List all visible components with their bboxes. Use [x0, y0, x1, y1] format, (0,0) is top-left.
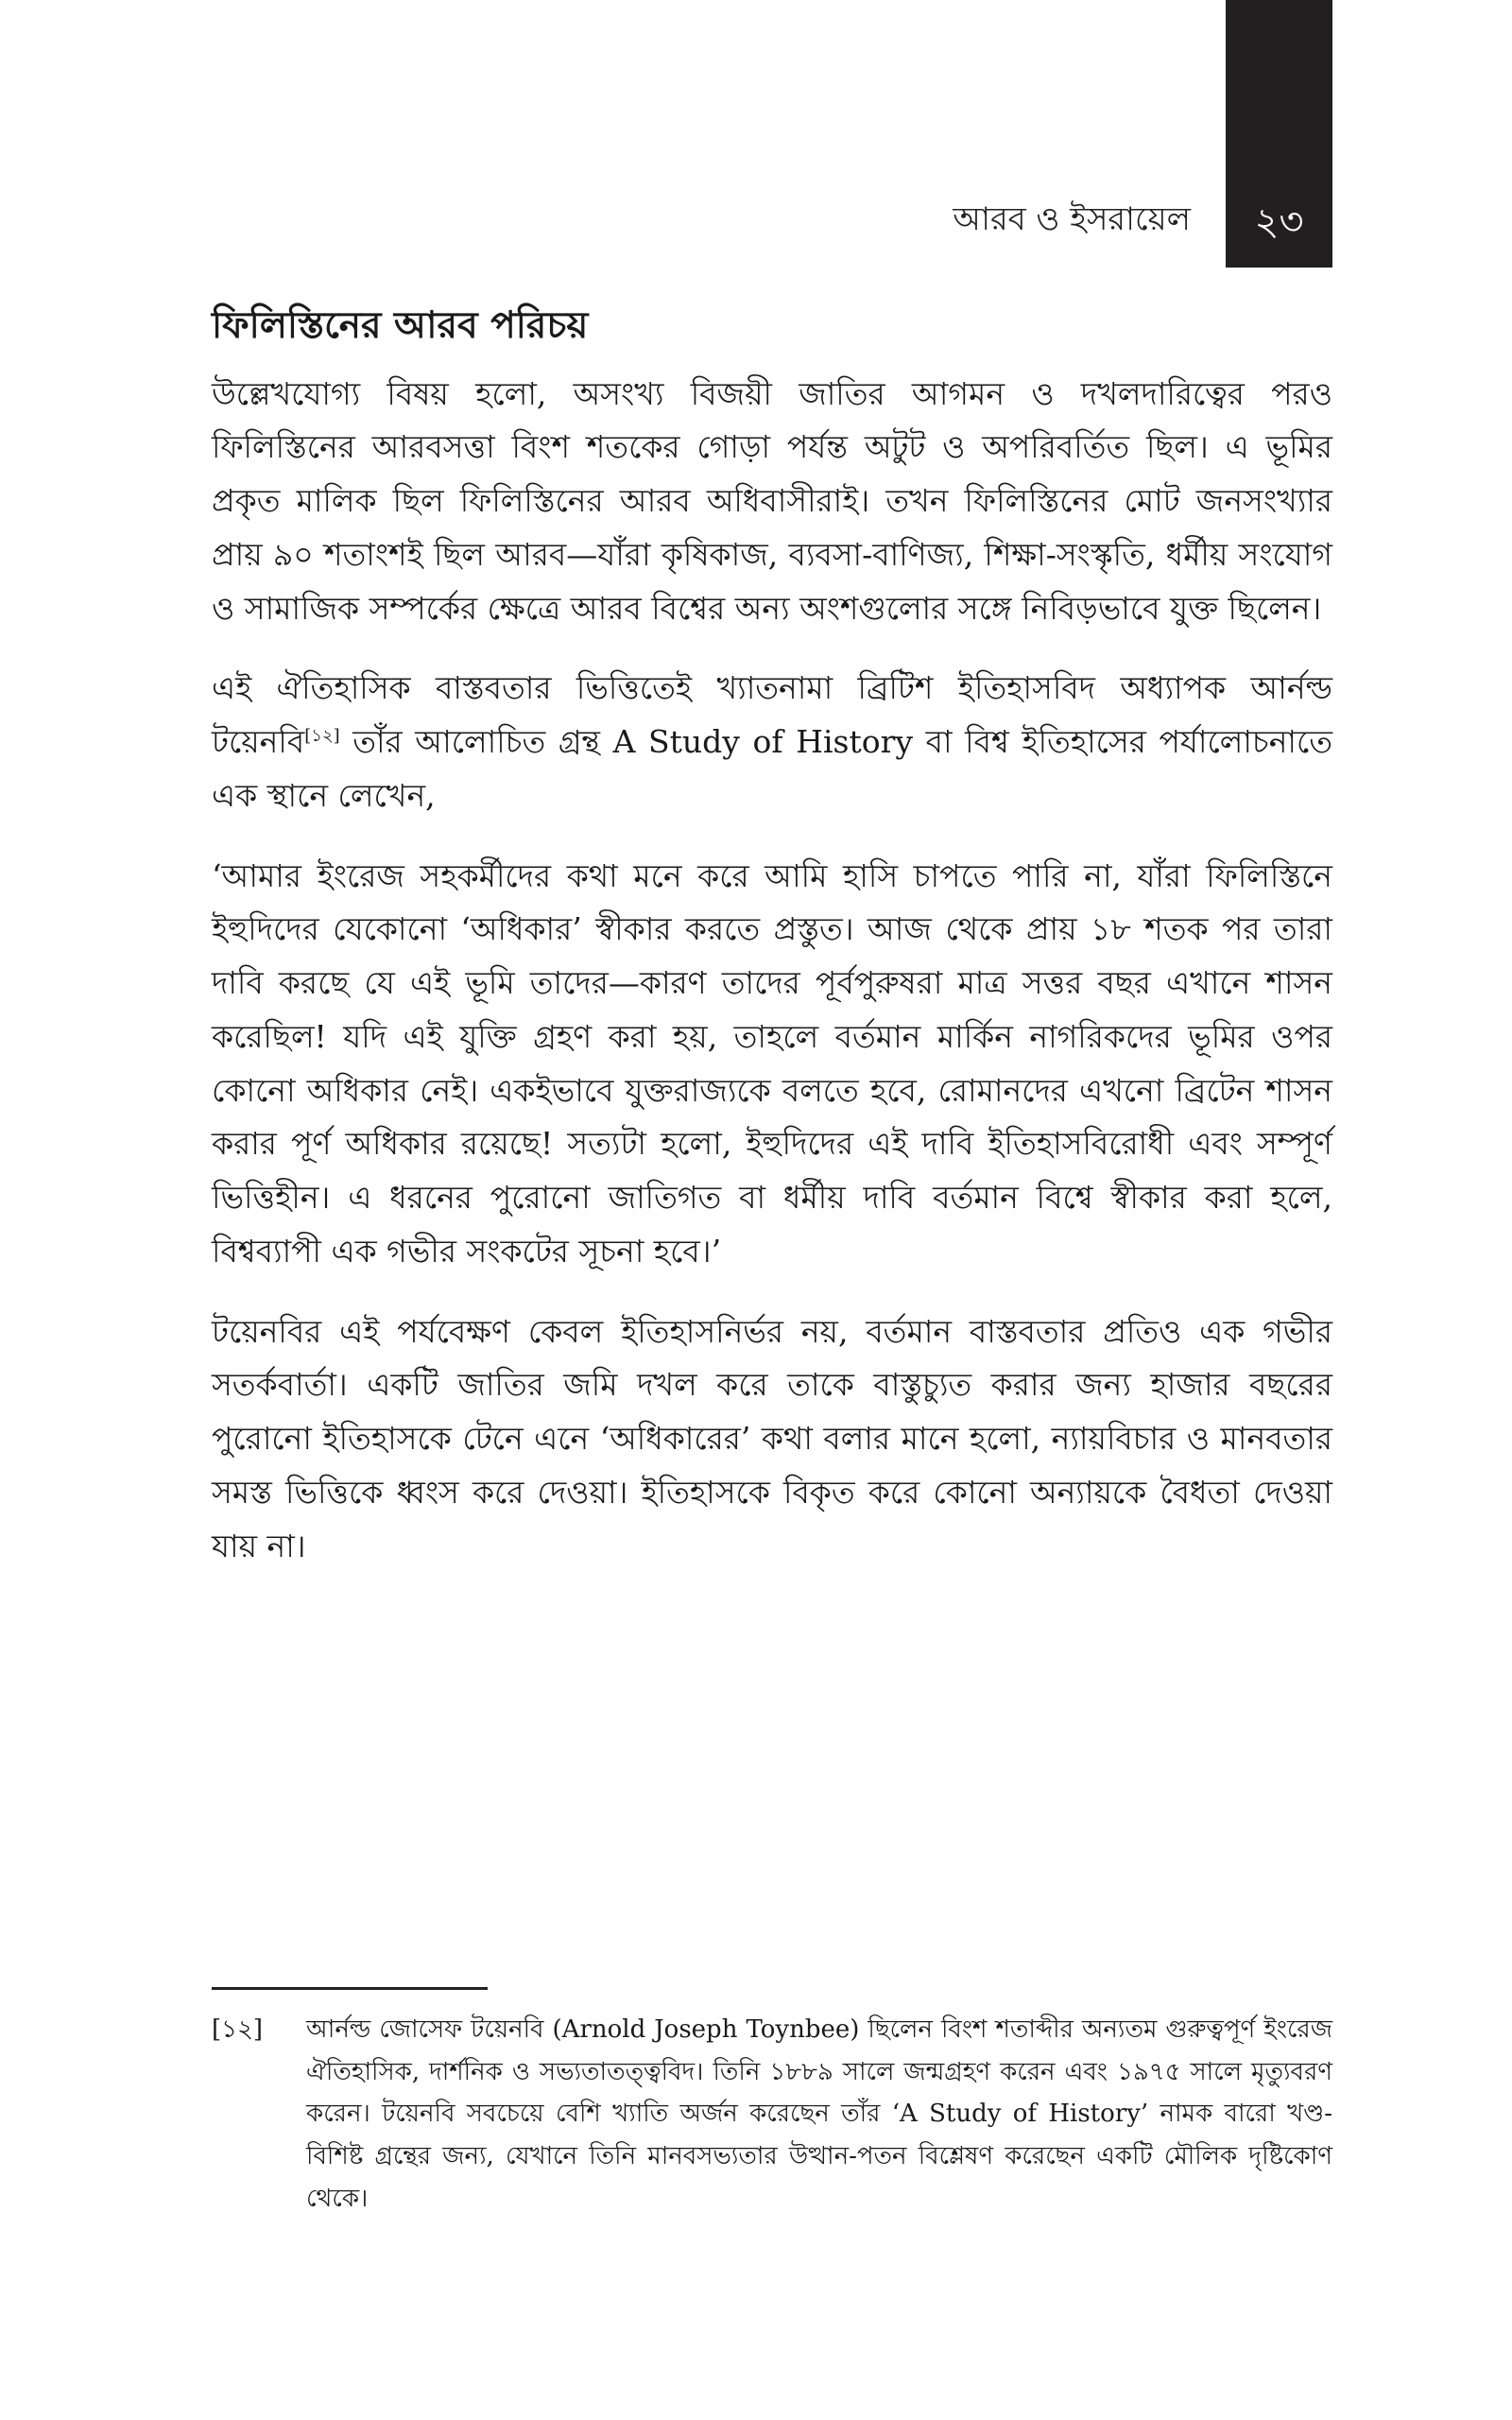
- footnote: [212, 2009, 1332, 2221]
- paragraph-2-text-before: এই ঐতিহাসিক বাস্তবতার ভিত্তিতেই খ্যাতনামা ব্রিটিশ ইতিহাসবিদ অধ্যাপক আর্নল্ড টয়েনবি: [212, 669, 1332, 761]
- paragraph-2: [212, 662, 1332, 822]
- running-head: আরব ও ইসরায়েল: [953, 200, 1191, 238]
- footnote-divider: [212, 1987, 488, 1990]
- paragraph-4: টয়েনবির এই পর্যবেক্ষণ কেবল ইতিহাসনির্ভর নয়, বর্তমান বাস্তবতার প্রতিও এক গভীর সতর্কবার্তা। একটি জাতির জমি দখল করে তাকে বাস্তুচ্যুত করার জন্য হাজার বছরের পুরোনো ইতিহাসকে টেনে এনে ‘অধিকারের’ কথা বলার মানে হলো, ন্যায়বিচার ও মানবতার সমস্ত ভিত্তিকে ধ্বংস করে দেওয়া। ইতিহাসকে বিকৃত করে কোনো অন্যায়কে বৈধতা দেওয়া যায় না।: [212, 1312, 1332, 1564]
- paragraph-2-text-after: তাঁর আলোচিত গ্রন্থ A Study of History বা বিশ্ব ইতিহাসের পর্যালোচনাতে এক স্থানে লেখেন,: [212, 723, 1332, 814]
- page-number: ২৩: [1254, 200, 1304, 244]
- paragraph-1: উল্লেখযোগ্য বিষয় হলো, অসংখ্য বিজয়ী জাতির আগমন ও দখলদারিত্বের পরও ফিলিস্তিনের আরবসত্তা বিংশ শতকের গোড়া পর্যন্ত অটুট ও অপরিবর্তিত ছিল। এ ভূমির প্রকৃত মালিক ছিল ফিলিস্তিনের আরব অধিবাসীরাই। তখন ফিলিস্তিনের মোট জনসংখ্যার প্রায় ৯০ শতাংশই ছিল আরব—যাঁরা কৃষিকাজ, ব্যবসা-বাণিজ্য, শিক্ষা-সংস্কৃতি, ধর্মীয় সংযোগ ও সামাজিক সম্পর্কের ক্ষেত্রে আরব বিশ্বের অন্য অংশগুলোর সঙ্গে নিবিড়ভাবে যুক্ত ছিলেন।: [212, 374, 1332, 627]
- main-content: [212, 302, 1332, 1599]
- footnote-text: আর্নল্ড জোসেফ টয়েনবি (Arnold Joseph Toynbee) ছিলেন বিংশ শতাব্দীর অন্যতম গুরুত্বপূর্ণ ইংরেজ ঐতিহাসিক, দার্শনিক ও সভ্যতাতত্ত্ববিদ। তিনি ১৮৮৯ সালে জন্মগ্রহণ করেন এবং ১৯৭৫ সালে মৃত্যুবরণ করেন। টয়েনবি সবচেয়ে বেশি খ্যাতি অর্জন করেছেন তাঁর ‘A Study of History’ নামক বারো খণ্ড-বিশিষ্ট গ্রন্থের জন্য, যেখানে তিনি মানবসভ্যতার উত্থান-পতন বিশ্লেষণ করেছেন একটি মৌলিক দৃষ্টিকোণ থেকে।: [306, 2015, 1332, 2213]
- footnote-reference[interactable]: [১২]: [304, 726, 340, 747]
- quote-paragraph: ‘আমার ইংরেজ সহকর্মীদের কথা মনে করে আমি হাসি চাপতে পারি না, যাঁরা ফিলিস্তিনে ইহুদিদের যেকোনো ‘অধিকার’ স্বীকার করতে প্রস্তুত। আজ থেকে প্রায় ১৮ শতক পর তারা দাবি করছে যে এই ভূমি তাদের—কারণ তাদের পূর্বপুরুষরা মাত্র সত্তর বছর এখানে শাসন করেছিল! যদি এই যুক্তি গ্রহণ করা হয়, তাহলে বর্তমান মার্কিন নাগরিকদের ভূমির ওপর কোনো অধিকার নেই। একইভাবে যুক্তরাজ্যকে বলতে হবে, রোমানদের এখনো ব্রিটেন শাসন করার পূর্ণ অধিকার রয়েছে! সত্যটা হলো, ইহুদিদের এই দাবি ইতিহাসবিরোধী এবং সম্পূর্ণ ভিত্তিহীন। এ ধরনের পুরোনো জাতিগত বা ধর্মীয় দাবি বর্তমান বিশ্বে স্বীকার করা হলে, বিশ্বব্যাপী এক গভীর সংকটের সূচনা হবে।’: [212, 856, 1332, 1270]
- footnote-marker: [১২]: [212, 2015, 264, 2044]
- section-heading: ফিলিস্তিনের আরব পরিচয়: [212, 304, 589, 347]
- page-number-tab: [1226, 0, 1332, 268]
